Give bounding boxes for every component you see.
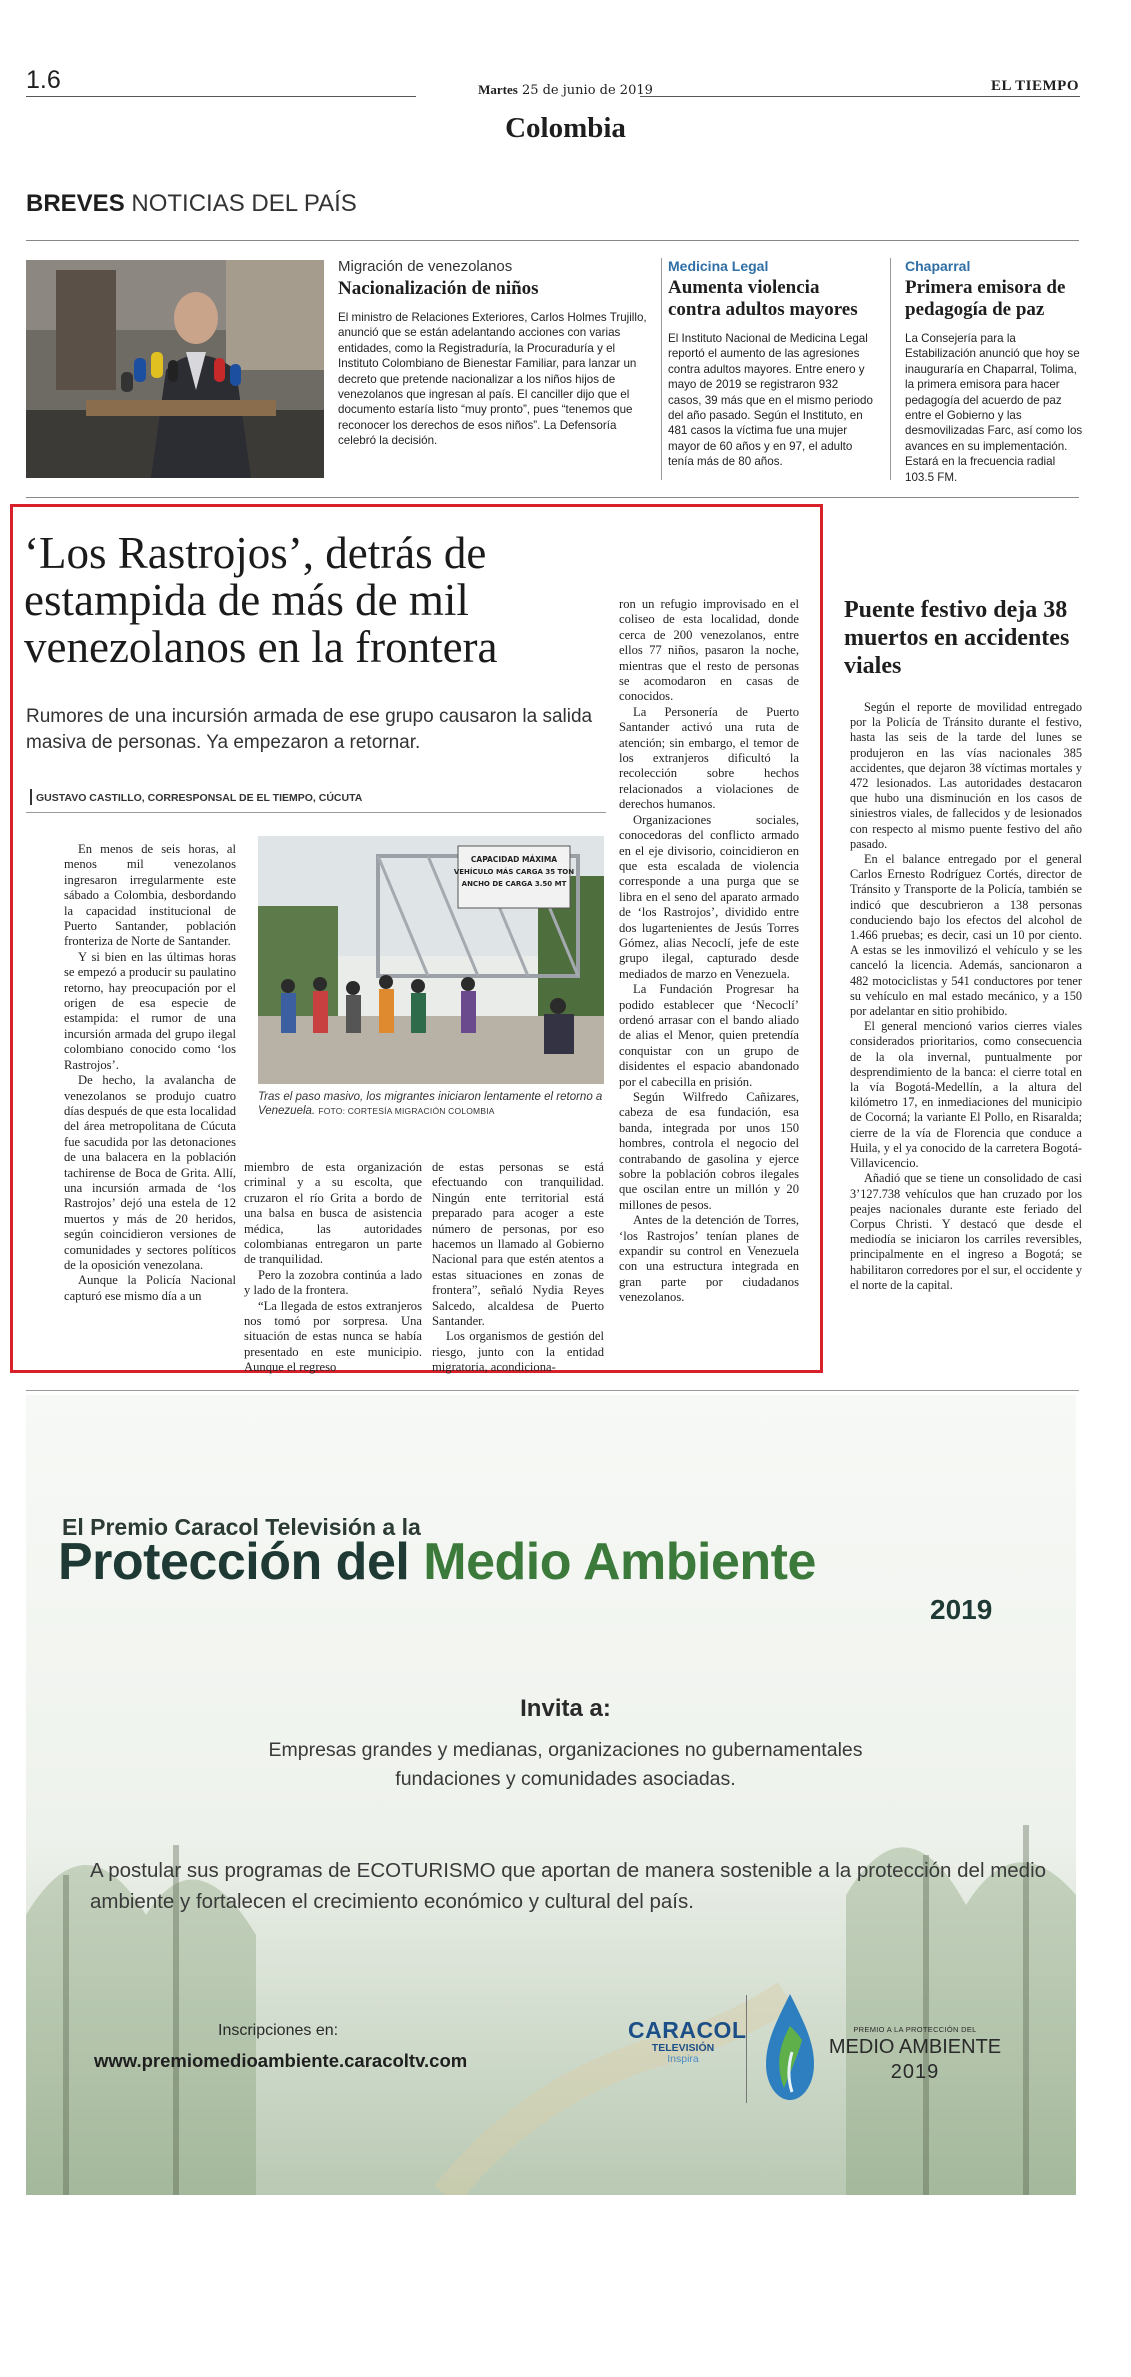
paragraph: El general mencionó varios cierres viales considerados prioritarios, como consecuencia de la ola invernal, puntualmente por desprendimiento de la banca: el cierre total en la vía Bogotá-Medellín, a la altura del kilómetro 17, en inmediaciones del municipio de Cocorná; la variante El Pollo, en Risaralda; cierre de la vía de Florencia que conduce a Huila, y el ya conocido de la carretera Bogotá-Villavicencio. [850, 1019, 1082, 1171]
premio-logo-small: PREMIO A LA PROTECCIÓN DEL [853, 2025, 977, 2034]
ad-title-green: Medio Ambiente [423, 1533, 816, 1591]
paragraph: En el balance entregado por el general Carlos Ernesto Rodríguez Cortés, director de Tránsito y Transporte de la Policía, también se indicó que descubrieron a 138 personas conduciendo bajo los efectos del alcohol de 1.466 pruebas; es decir, casi un 10 por ciento. A estas se les inmovilizó el vehículo y se les canceló la licencia. Además, sancionaron a 482 motociclistas y 541 conductores por tener su vehículo en mal estado mecánico, y a 150 por adelantar en sitio prohibido. [850, 852, 1082, 1019]
caracol-logo-inspira: Inspira [667, 2053, 699, 2065]
byline: GUSTAVO CASTILLO, CORRESPONSAL DE EL TIEMPO, CÚCUTA [36, 792, 363, 804]
side-headline: Puente festivo deja 38 muertos en accidentes viales [844, 597, 1070, 679]
brief-divider [890, 258, 891, 480]
brief-body: El Instituto Nacional de Medicina Legal reportó el aumento de las agresiones contra adultos mayores. Entre enero y mayo de 2019 se registraron 932 casos, 39 más que en el mismo periodo del año pasado. Según el Instituto, en 481 casos la víctima fue una mujer mayor de 60 años y en 97, el adulto tenía más de 80 años. [668, 332, 873, 469]
main-headline: ‘Los Rastrojos’, detrás de estampida de más de mil venezolanos en la frontera [24, 528, 498, 672]
paragraph: Pero la zozobra continúa a lado y lado de la frontera. [244, 1267, 422, 1298]
section-title: Colombia [505, 112, 626, 144]
paragraph: Añadió que se tiene un consolidado de casi 3’127.738 vehículos que han cruzado por los peajes nacionales durante este feriado del Corpus Christi. Y destacó que desde el mediodía se iniciaron los carriles reversibles, principalmente en el ingreso a Bogotá; se habilitaron corredores por el sur, el occidente y el norte de la capital. [850, 1171, 1082, 1292]
brief-title: Nacionalización de niños [338, 278, 539, 299]
breves-label: BREVES [26, 190, 125, 217]
drop-leaf-icon [762, 1992, 818, 2104]
ad-title-small: El Premio Caracol Televisión a la [62, 1514, 421, 1540]
page-rule [26, 1390, 1079, 1391]
brief-migracion [338, 258, 656, 449]
dateline [0, 82, 1131, 98]
article-column-4 [619, 597, 799, 1306]
paragraph: “La llegada de estos extranjeros nos tomó por sorpresa. Una situación de estas nunca se había presentado en este municipio. Aunque el regreso [244, 1298, 422, 1375]
photo-caption-text: Tras el paso masivo, los migrantes iniciaron lentamente el retorno a Venezuela. [258, 1091, 603, 1117]
paragraph: Según Wilfredo Cañizares, cabeza de esa fundación, esa banda, integrada por unos 150 hombres, controla el negocio del contrabando de gasolina y ejerce sobre la población cobros ilegales que oscilan entre un millón y 20 millones de pesos. [619, 1090, 799, 1212]
brief-medicina-legal [668, 258, 874, 470]
logo-divider [746, 1995, 747, 2103]
paragraph: Los organismos de gestión del riesgo, junto con la entidad migratoria, acondiciona- [432, 1329, 604, 1375]
brief-body: El ministro de Relaciones Exteriores, Carlos Holmes Trujillo, anunció que se están adelantando acciones con varias entidades, como la Registraduría, la Procuraduría y el Instituto Colombiano de Bienestar Familiar, para lanzar un decreto que pretende nacionalizar a los niños hijos de venezolanos que ingresan al país. El canciller dijo que el documento estaría listo “muy pronto”, pues “tenemos que reconocer los derechos de esos niños”. La Defensoría celebró la decisión. [338, 311, 647, 448]
ad-inscripciones-label: Inscripciones en: [218, 2022, 339, 2039]
date-rest: 25 de junio de 2019 [521, 83, 653, 98]
paragraph: La Personería de Puerto Santander activó una ruta de atención; sin embargo, el temor de los extranjeros dificultó la recolección sobre hechos relacionados a violaciones de derechos humanos. [619, 704, 799, 812]
paragraph: miembro de esta organización criminal y a su escolta, que cruzaron el río Grita a bordo de una balsa en busca de asistencia médica, las autoridades colombianas entregaron un parte de tranquilidad. [244, 1160, 422, 1267]
paragraph: ron un refugio improvisado en el coliseo de esta localidad, donde cerca de 200 venezolanos, entre ellos 77 niños, pasaron la noche, mientras que el resto de personas se acomodaron en casas de conocidos. [619, 597, 799, 704]
ad-year: 2019 [930, 1594, 993, 1625]
byline-rule [26, 812, 606, 813]
ad-invite-line: Empresas grandes y medianas, organizaciones no gubernamentales [268, 1739, 863, 1761]
premio-logo [822, 2025, 1008, 2084]
brief-title: Aumenta violencia contra adultos mayores [668, 277, 858, 320]
ad-url: www.premiomedioambiente.caracoltv.com [94, 2050, 468, 2071]
breves-rule [26, 240, 1079, 241]
ad-invite-line: fundaciones y comunidades asociadas. [395, 1768, 736, 1790]
ad-invite-heading: Invita a: [520, 1695, 611, 1722]
caracol-logo-television: TELEVISIÓN [651, 2042, 715, 2054]
brief-tag: Chaparral [905, 258, 971, 274]
brief-photo-press-conference [26, 260, 324, 478]
breves-bottom-rule [26, 497, 1079, 498]
premio-logo-name: MEDIO AMBIENTE [828, 2036, 1002, 2058]
article-column-1 [64, 842, 236, 1304]
ad-title-dark: Protección del [58, 1533, 410, 1591]
main-subtitle: Rumores de una incursión armada de ese grupo causaron la salida masiva de personas. Ya empezaron a retornar. [26, 706, 593, 753]
svg-text:CAPACIDAD MÁXIMA: CAPACIDAD MÁXIMA [470, 855, 558, 864]
brief-divider [661, 258, 662, 480]
byline-marker [30, 789, 32, 805]
photo-caption [258, 1090, 604, 1118]
paragraph: Organizaciones sociales, conocedoras del conflicto armado en el eje divisorio, coincidieron en que esta escalada de violencia corresponde a una purga que se libra en el seno del aparato armado de ‘los Rastrojos’, dividido entre dos lugartenientes de Jesús Torres Gómez, alias Necoclí, jefe de este grupo ilegal, capturado desde mediados de marzo en Venezuela. [619, 812, 799, 981]
ad-postular-text: A postular sus programas de ECOTURISMO que aportan de manera sostenible a la protección del medio ambiente y fortalecen el crecimiento económico y cultural del país. [90, 1859, 1047, 1913]
paragraph: Y si bien en las últimas horas se empezó a producir su paulatino retorno, hay preocupación por el origen de esa especie de estampida: el rumor de una incursión armada del grupo ilegal colombiano conocido como ‘los Rastrojos’. [64, 949, 236, 1072]
brief-tag: Migración de venezolanos [338, 258, 513, 275]
date-day: Martes [478, 82, 518, 97]
svg-text:VEHÍCULO MÁS CARGA 35 TON: VEHÍCULO MÁS CARGA 35 TON [453, 868, 575, 876]
svg-text:ANCHO DE CARGA 3.50 MT: ANCHO DE CARGA 3.50 MT [461, 880, 567, 888]
premio-logo-year: 2019 [890, 2061, 940, 2083]
paragraph: de estas personas se está efectuando con tranquilidad. Ningún ente territorial está preparado para acoger a este número de personas, por eso hacemos un llamado al Gobierno Nacional para que estén atentos a estas situaciones en zonas de frontera”, señaló Nydia Reyes Salcedo, alcaldesa de Puerto Santander. [432, 1160, 604, 1329]
page-number: 1.6 [26, 66, 61, 94]
photo-credit: FOTO: CORTESÍA MIGRACIÓN COLOMBIA [318, 1106, 495, 1116]
masthead: EL TIEMPO [991, 78, 1079, 94]
paragraph: La Fundación Progresar ha podido establecer que ‘Necoclí’ ordenó arrasar con el bando aliado de alias el Menor, quien pretendía conquistar con un grupo de disidentes el espacio abandonado por el cabecilla en prisión. [619, 982, 799, 1089]
ad-invite-text [0, 1736, 1131, 1794]
brief-body: La Consejería para la Estabilización anunció que hoy se inauguraría en Chaparral, Tolima, la primera emisora para hacer pedagogía del acuerdo de paz entre el Gobierno y las desmovilizadas Farc, así como los avances en su implementación. Estará en la frecuencia radial 103.5 FM. [905, 332, 1083, 484]
paragraph: Según el reporte de movilidad entregado por la Policía de Tránsito durante el festivo, hasta las seis de la tarde del lunes se produjeron en las vías nacionales 385 accidentes, que dejaron 38 víctimas mortales y 472 lesionados. Las autoridades destacaron que hubo una disminución en los casos de siniestros viales, de fallecidos y de lesionados con respecto al mismo puente festivo del año pasado. [850, 700, 1082, 851]
caracol-logo-name: CARACOL [628, 2017, 747, 2043]
breves-sublabel: NOTICIAS DEL PAÍS [131, 190, 357, 217]
brief-title: Primera emisora de pedagogía de paz [905, 277, 1066, 320]
border-bridge-photo [258, 836, 604, 1084]
paragraph: De hecho, la avalancha de venezolanos se produjo cuatro días después de que esta localidad del área metropolitana de Cúcuta fue sacudida por las detonaciones de una balacera en la población tachirense de Boca de Grita. Allí, una incursión armada de ‘los Rastrojos’ dejó una estela de 12 muertos y más de 20 heridos, según coincidieron versiones de comunidades y sectores políticos de la oposición venezolana. [64, 1073, 236, 1272]
breves-header [26, 190, 357, 218]
article-column-2 [244, 1160, 422, 1376]
paragraph: Antes de la detención de Torres, ‘los Rastrojos’ tenían planes de expandir su control en Venezuela con una estructura integrada en gran parte por ciudadanos venezolanos. [619, 1213, 799, 1305]
ad-title-large [58, 1532, 816, 1592]
paragraph: En menos de seis horas, al menos mil venezolanos ingresaron irregularmente este sábado a Colombia, desbordando la capacidad institucional de Puerto Santander, población fronteriza de Norte de Santander. [64, 842, 236, 949]
brief-tag: Medicina Legal [668, 258, 769, 274]
article-column-3 [432, 1160, 604, 1376]
side-article-body [850, 700, 1082, 1293]
caracol-logo [628, 2017, 747, 2065]
brief-chaparral [905, 258, 1083, 485]
paragraph: Aunque la Policía Nacional capturó ese mismo día a un [64, 1273, 236, 1303]
